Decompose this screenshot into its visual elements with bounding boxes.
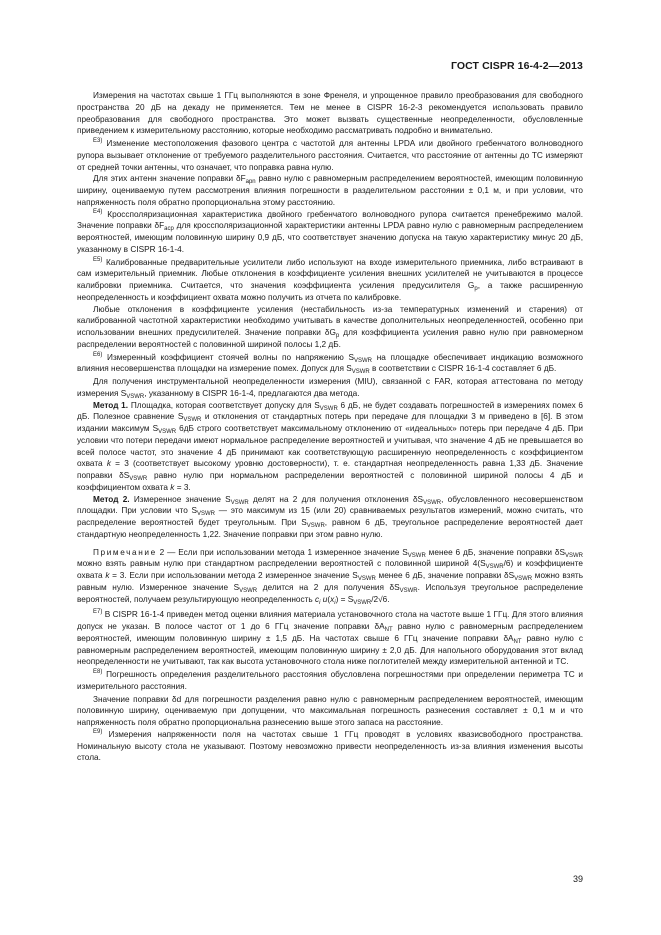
standard-designation: ГОСТ CISPR 16-4-2—2013 [450, 60, 583, 72]
paragraph-e8: $^{Е8)}$ Погрешность определения разделительного расстояния обусловлена погрешностями при определении периметра ТС и измерительного расстояния. [77, 669, 583, 691]
paragraph-e4: $^{Е4)}$ Кроссполяризационная характеристика двойного гребенчатого волноводного рупора считается пренебрежимо малой. Значение поправки $\delta F_{acp}$ для кроссполяризационной характеристики антенны LPDA равно нулю с равномерным распределением вероятностей, имеющим половинную ширину 0,9 дБ, что соответствует значению допуска на такую характеристику минус 20 дБ, указанному в CISPR 16-1-4. [77, 208, 583, 254]
body-text [77, 90, 583, 764]
paragraph-e6: $^{Е6)}$ Измеренный коэффициент стоячей волны по напряжению $S_{VSWR}$ на площадке обеспечивает индикацию возможного влияния несовершенства площадки на измерение помех. Допуск для $S_{VSWR}$ в соответствии с CISPR 16-1-4 составляет 6 дБ. [77, 351, 583, 376]
paragraph-e5-gain: Любые отклонения в коэффициенте усиления (нестабильность из-за температурных изменений и старения) от калиброванной частотной характеристики необходимо учитывать в качестве дополнительных неопределенностей, особенно при использовании внешних предусилителей. Значение поправки $\delta G_p$ для коэффициента усиления равно нулю при равномерном распределении вероятностей с половинной шириной полосы 1,2 дБ. [77, 304, 583, 349]
paragraph-e9: $^{Е9)}$ Измерения напряженности поля на частотах свыше 1 ГГц проводят в условиях квазисвободного пространства. Номинальную высоту стола не указывают. Поэтому невозможно привести неопределенность из-за влияния изменения высоты стола. [77, 728, 583, 763]
paragraph-fresnel-zone: Измерения на частотах свыше 1 ГГц выполняются в зоне Френеля, и упрощенное правило преобразования для свободного пространства 20 дБ на декаду не применяется. Тем не менее в CISPR 16-2-3 рекомендуется использовать правило преобразования для свободного пространства. Это может вызвать существенные неопределенности, обусловленные приведением к измерительному расстоянию, которые необходимо рассматривать подробно и внимательно. [77, 91, 583, 136]
paragraph-e6-methods: Для получения инструментальной неопределенности измерения (MIU), связанной с FAR, которая аттестована по методу измерения $S_{VSWR}$, указанному в CISPR 16-1-4, предлагаются два метода. [77, 377, 583, 400]
paragraph-e8-correction: Значение поправки δd для погрешности разделения равно нулю с равномерным распределением вероятностей, имеющим половинную ширину, оцениваемую при допущении, что максимальная погрешность разнесения составляет ± 0,1 м и что напряженность поля обратно пропорциональна разнесению выше этого запаса на расстояние. [77, 694, 583, 727]
paragraph-method-2: Метод 2. Измеренное значение $S_{VSWR}$ делят на 2 для получения отклонения $\delta S_{VSWR}$, обусловленного несовершенством площадки. При условии что $S_{VSWR}$ — это максимум из 15 (или 20) сравниваемых результатов измерений, можно считать, что распределение вероятностей будет треугольным. При $S_{VSWR}$, равном 6 дБ, треугольное распределение вероятностей дает стандартную неопределенность 1,22. Значение поправки при этом равно нулю. [77, 494, 584, 539]
paragraph-e3: $^{Е3)}$ Изменение местоположения фазового центра с частотой для антенны LPDA или двойного гребенчатого волноводного рупора вызывает отклонение от требуемого разделительного расстояния. Считается, что расстояние от антенны до ТС измеряют от средней точки антенны, что означает, что поправка равна нулю. [77, 138, 583, 172]
paragraph-e7: $^{Е7)}$ В CISPR 16-1-4 приведен метод оценки влияния материала установочного стола на частоте выше 1 ГГц. Для этого влияния допуск не указан. В полосе частот от 1 до 6 ГГц значение поправки $\delta A_{NT}$ равно нулю с равномерным распределением вероятностей, имеющим половинную ширину ± 1,5 дБ. На частотах свыше 6 ГГц значение поправки $\delta A_{NT}$ равно нулю с равномерным распределением вероятностей, имеющим половинную ширину ± 2,0 дБ. Для напольного оборудования этот вклад неопределенности не учитывают, так как высота установочного стола ниже поглотителей между измерительной антенной и ТС. [77, 609, 583, 667]
paragraph-method-1: Метод 1. Площадка, которая соответствует допуску для $S_{VSWR}$ 6 дБ, не будет создавать погрешностей в измерениях помех 6 дБ. Полезное сравнение $S_{VSWR}$ и отклонения от стандартных потерь при передаче для площадки 3 м приведено в [6]. В этом издании максимум $S_{VSWR}$ 6дБ строго соответствует максимальному отклонению от «идеальных» потерь при передаче 4 дБ. При условии что потери передачи имеют нормальное распределение вероятностей и учитывая, что значение 4 дБ не превышается во всей полосе частот, это значение 4 дБ принимают как соответствующую расширенную неопределенность с коэффициентом охвата k = 3 (соответствует высокому уровню достоверности), т. е. стандартная неопределенность равна 1,33 дБ. Значение поправки $\delta S_{VSWR}$ равно нулю при нормальном распределении вероятностей с половинной шириной полосы 4 дБ и коэффициентом охвата k = 3. [77, 400, 584, 492]
paragraph-e5: $^{Е5)}$ Калиброванные предварительные усилители либо используют на входе измерительного приемника, либо встраивают в сам измерительный приемник. Любые отклонения в коэффициенте усиления внешних усилителей не учитываются в процессе калибровки приемника. Считается, что значения коэффициента усиления предусилителя $G_p$, а также расширенную неопределенность и коэффициент охвата можно получить из отчета по калибровке. [77, 256, 583, 302]
note-2: Примечание 2 — Если при использовании метода 1 измеренное значение $S_{VSWR}$ менее 6 дБ, значение поправки $\delta S_{VSWR}$ можно взять равным нулю при стандартном распределении вероятностей с половинной шириной $4(S_{VSWR}/6)$ и коэффициенте охвата k = 3. Если при использовании метода 2 измеренное значение $S_{VSWR}$ менее 6 дБ, значение поправки $\delta S_{VSWR}$ можно взять равным нулю. Измеренное значение $S_{VSWR}$ делится на 2 для получения $\delta S_{VSWR}$. Используя треугольное распределение вероятностей, получаем результирующую неопределенность $c_i$ $u(x_i) = S_{VSWR}/2√6$. [77, 547, 583, 606]
paragraph-e3-correction: Для этих антенн значение поправки $\delta F_{apn}$ равно нулю с равномерным распределением вероятностей, имеющим половинную ширину, оцениваемую путем рассмотрения влияния погрешности в разделительном расстоянии ± 0,1 м, и при условии, что напряженность поля обратно пропорциональна этому расстоянию. [77, 174, 583, 207]
page-number: 39 [572, 874, 583, 884]
